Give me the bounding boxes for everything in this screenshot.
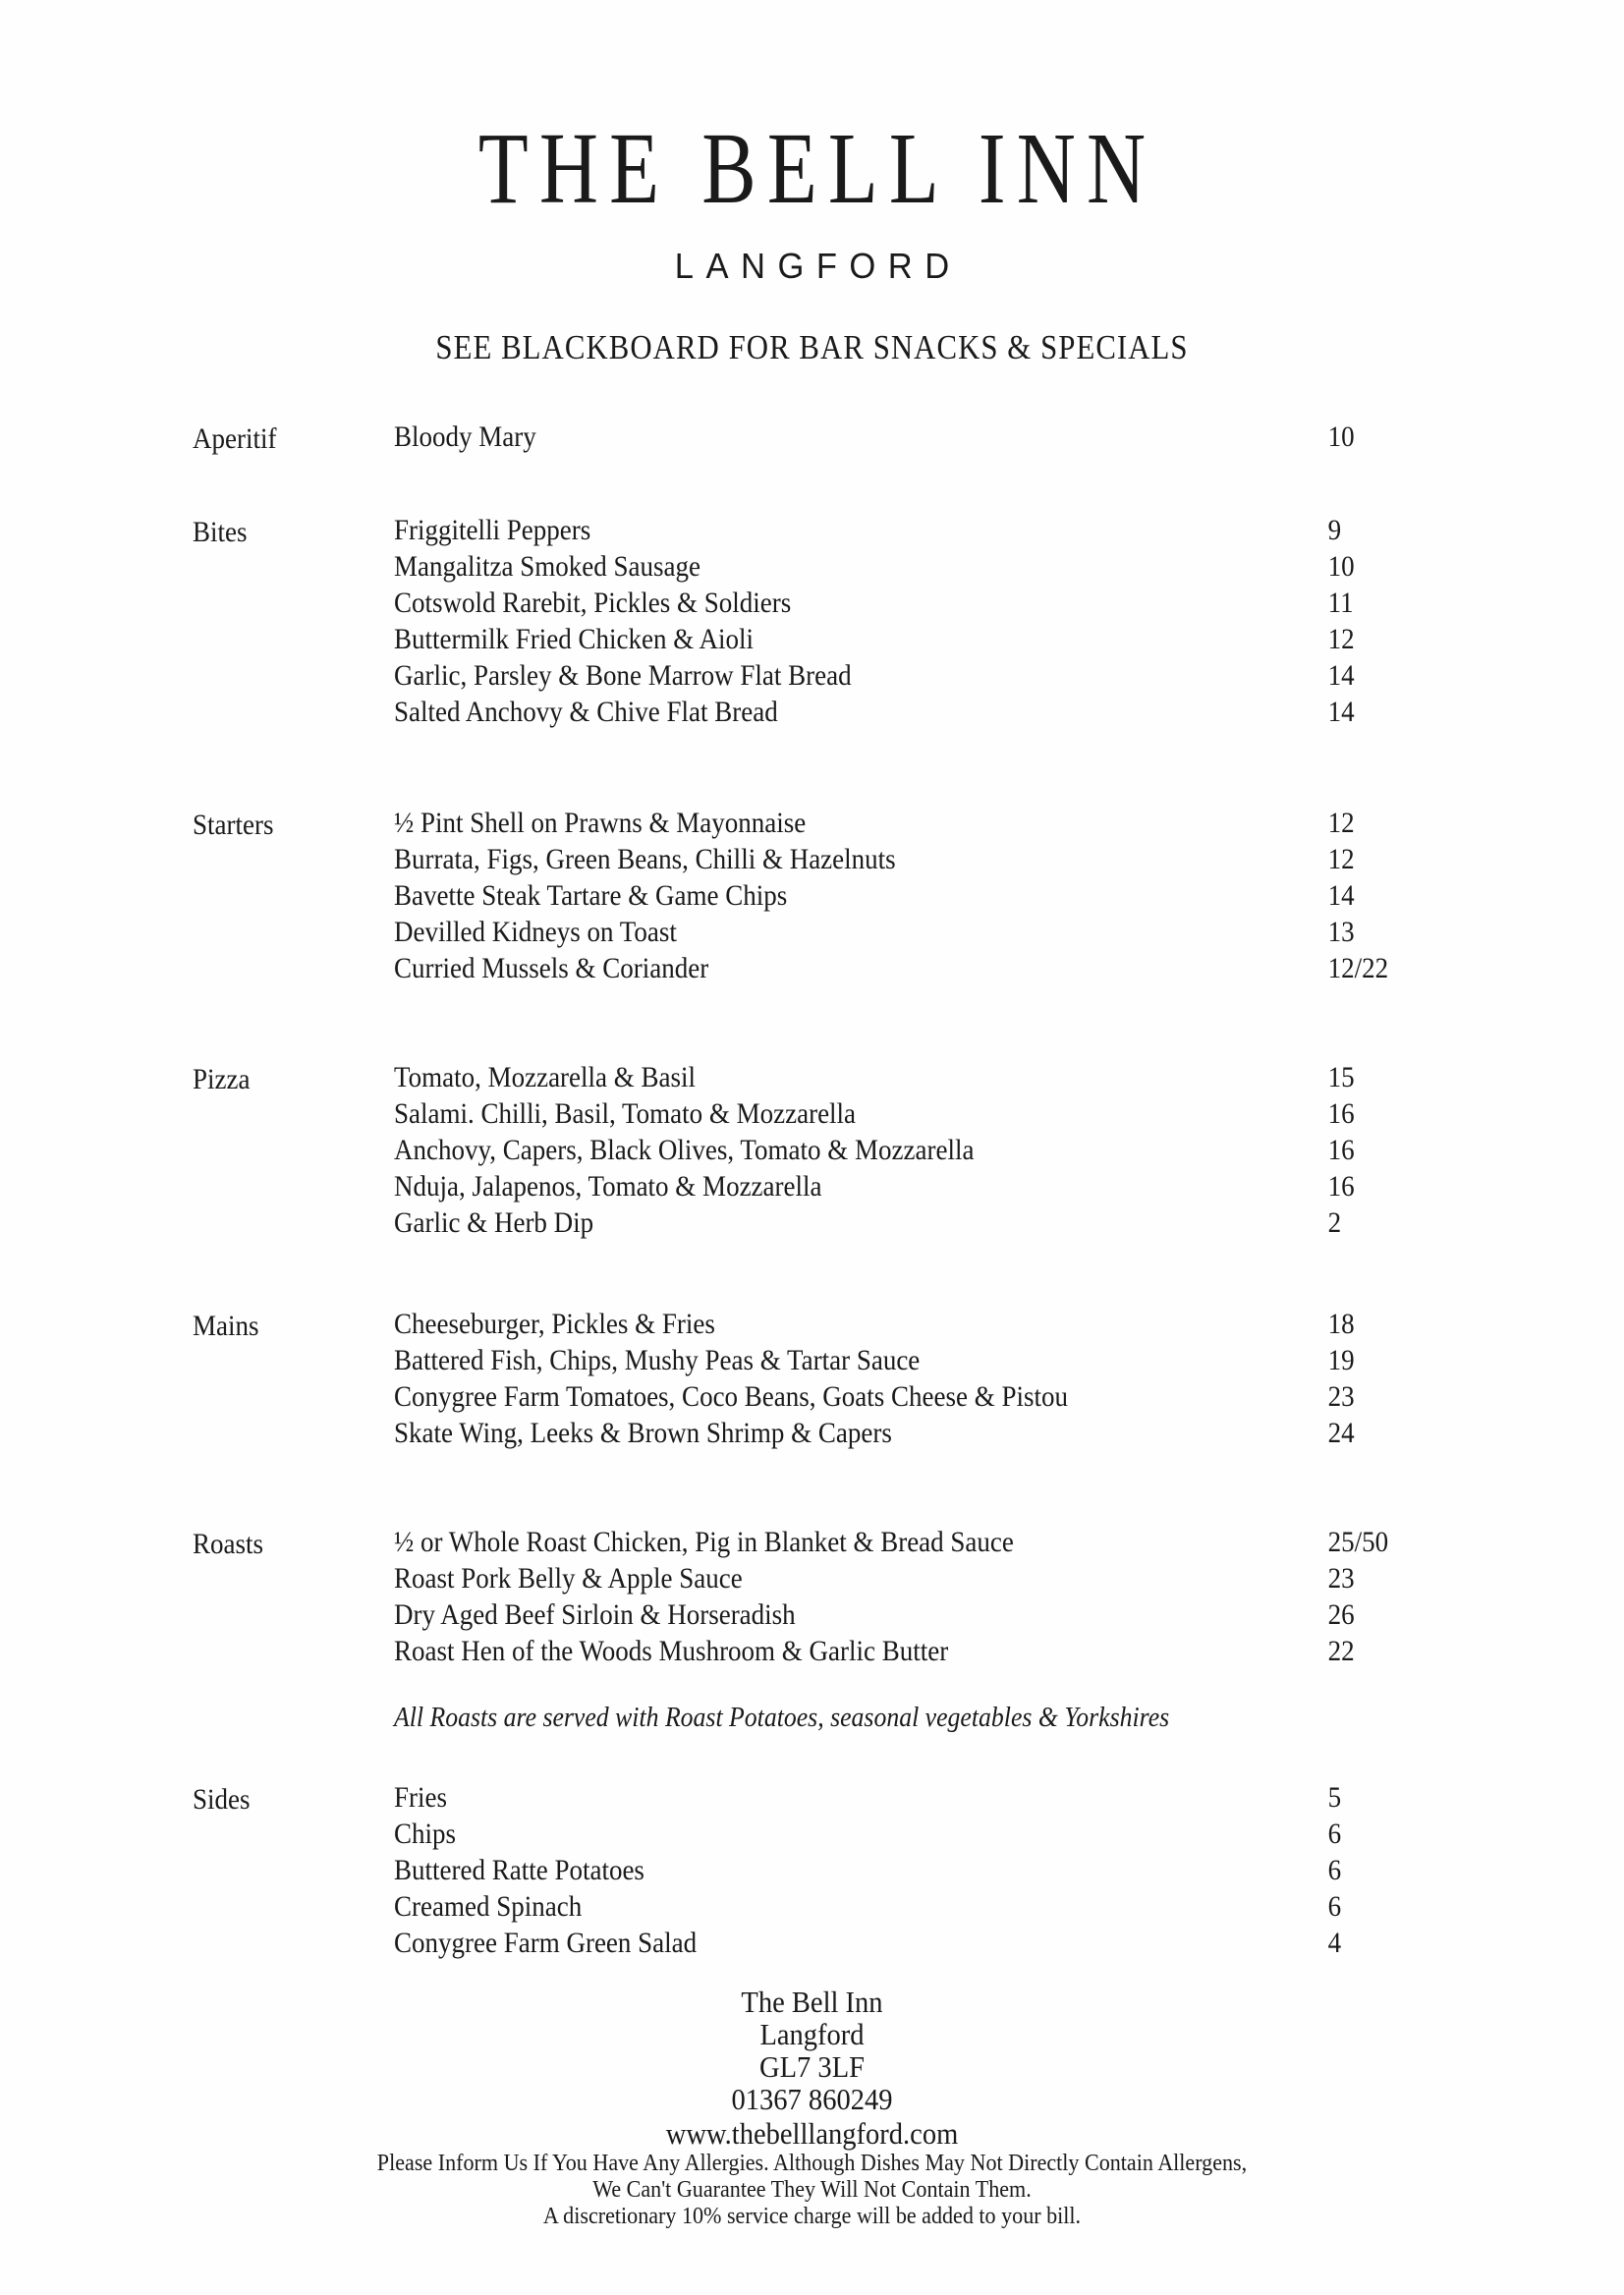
- menu-item-price: 23: [1327, 1562, 1355, 1595]
- menu-item-row: [394, 1783, 1477, 1813]
- menu-item-name: Friggitelli Peppers: [394, 514, 591, 546]
- menu-item-row: [394, 1382, 1477, 1412]
- section-label-bites: Bites: [193, 516, 248, 548]
- menu-item-row: [394, 881, 1477, 911]
- menu-section-starters: [193, 809, 1477, 990]
- menu-item-price: 2: [1327, 1206, 1342, 1239]
- section-label-roasts: Roasts: [193, 1528, 264, 1560]
- menu-item-price: 12: [1327, 623, 1355, 655]
- menu-item-name: Curried Mussels & Coriander: [394, 952, 709, 984]
- menu-sections: [0, 422, 1624, 1965]
- menu-section-bites: [193, 516, 1477, 734]
- menu-item-price: 16: [1327, 1170, 1355, 1203]
- menu-item-row: [394, 1346, 1477, 1375]
- menu-item-price: 12/22: [1327, 952, 1389, 984]
- menu-item-name: ½ or Whole Roast Chicken, Pig in Blanket & Bread Sauce: [394, 1526, 1014, 1558]
- menu-item-name: Devilled Kidneys on Toast: [394, 916, 677, 948]
- menu-item-row: [394, 1528, 1477, 1557]
- menu-item-row: [394, 918, 1477, 947]
- menu-item-row: [394, 625, 1477, 654]
- menu-item-row: [394, 516, 1477, 545]
- menu-item-row: [394, 1099, 1477, 1129]
- roasts-serving-note: All Roasts are served with Roast Potatoes, seasonal vegetables & Yorkshires: [394, 1703, 1170, 1733]
- restaurant-location-subtitle: LANGFORD: [674, 246, 962, 286]
- menu-section-aperitif: [193, 422, 1477, 459]
- menu-item-price: 12: [1327, 843, 1355, 875]
- menu-item-name: Cheeseburger, Pickles & Fries: [394, 1308, 715, 1340]
- menu-section-roasts: [193, 1528, 1477, 1673]
- menu-item-row: [394, 698, 1477, 727]
- menu-item-name: Skate Wing, Leeks & Brown Shrimp & Capers: [394, 1417, 892, 1449]
- menu-item-row: [394, 588, 1477, 618]
- section-label-sides: Sides: [193, 1783, 251, 1816]
- allergy-notice-line-2: We Can't Guarantee They Will Not Contain Them.: [592, 2177, 1032, 2204]
- menu-section-sides: [193, 1783, 1477, 1965]
- menu-item-name: Mangalitza Smoked Sausage: [394, 550, 700, 583]
- section-items-bites: [394, 516, 1477, 734]
- service-charge-notice: A discretionary 10% service charge will be added to your bill.: [542, 2204, 1082, 2230]
- menu-item-name: Creamed Spinach: [394, 1890, 583, 1923]
- footer-venue-name: The Bell Inn: [741, 1985, 883, 2020]
- menu-item-price: 24: [1327, 1417, 1355, 1449]
- menu-item-name: Nduja, Jalapenos, Tomato & Mozzarella: [394, 1170, 822, 1203]
- menu-item-name: Conygree Farm Tomatoes, Coco Beans, Goats Cheese & Pistou: [394, 1380, 1069, 1413]
- menu-item-row: [394, 1208, 1477, 1238]
- menu-item-row: [394, 1929, 1477, 1958]
- footer-postcode: GL7 3LF: [759, 2049, 865, 2085]
- menu-item-row: [394, 1600, 1477, 1630]
- menu-item-row: [394, 1136, 1477, 1165]
- menu-item-price: 14: [1327, 879, 1355, 912]
- menu-item-name: Salted Anchovy & Chive Flat Bread: [394, 696, 778, 728]
- section-items-roasts: [394, 1528, 1477, 1673]
- menu-item-price: 26: [1327, 1598, 1355, 1631]
- menu-item-row: [394, 1419, 1477, 1448]
- menu-item-name: Tomato, Mozzarella & Basil: [394, 1061, 697, 1093]
- menu-item-name: Salami. Chilli, Basil, Tomato & Mozzarella: [394, 1097, 857, 1130]
- menu-item-name: Garlic & Herb Dip: [394, 1206, 594, 1239]
- menu-item-price: 18: [1327, 1308, 1355, 1340]
- menu-item-name: Roast Hen of the Woods Mushroom & Garlic Butter: [394, 1635, 949, 1667]
- menu-item-name: Bavette Steak Tartare & Game Chips: [394, 879, 788, 912]
- section-items-pizza: [394, 1063, 1477, 1245]
- footer: [0, 1987, 1624, 2230]
- menu-item-name: Cotswold Rarebit, Pickles & Soldiers: [394, 587, 792, 619]
- menu-item-name: ½ Pint Shell on Prawns & Mayonnaise: [394, 807, 807, 839]
- footer-town: Langford: [759, 2017, 865, 2052]
- menu-item-name: Chips: [394, 1818, 457, 1850]
- section-items-sides: [394, 1783, 1477, 1965]
- menu-item-name: Battered Fish, Chips, Mushy Peas & Tartar Sauce: [394, 1344, 921, 1376]
- masthead: [0, 0, 1624, 367]
- menu-item-row: [394, 1856, 1477, 1885]
- menu-item-price: 12: [1327, 807, 1355, 839]
- menu-item-row: [394, 954, 1477, 983]
- menu-item-row: [394, 809, 1477, 838]
- menu-item-price: 10: [1327, 420, 1355, 453]
- section-label-mains: Mains: [193, 1310, 259, 1342]
- menu-item-name: Fries: [394, 1781, 447, 1814]
- menu-item-price: 4: [1327, 1927, 1342, 1959]
- menu-item-row: [394, 1892, 1477, 1922]
- menu-item-price: 10: [1327, 550, 1355, 583]
- menu-item-row: [394, 552, 1477, 582]
- blackboard-specials-note: SEE BLACKBOARD FOR BAR SNACKS & SPECIALS: [435, 328, 1189, 366]
- menu-item-name: Anchovy, Capers, Black Olives, Tomato & Mozzarella: [394, 1134, 975, 1166]
- menu-item-row: [394, 1063, 1477, 1092]
- menu-item-price: 14: [1327, 696, 1355, 728]
- menu-item-price: 22: [1327, 1635, 1355, 1667]
- menu-item-price: 15: [1327, 1061, 1355, 1093]
- footer-website-link[interactable]: www.thebelllangford.com: [665, 2115, 959, 2151]
- menu-item-name: Burrata, Figs, Green Beans, Chilli & Hazelnuts: [394, 843, 896, 875]
- section-label-aperitif: Aperitif: [193, 422, 277, 455]
- menu-item-price: 14: [1327, 659, 1355, 692]
- menu-item-price: 19: [1327, 1344, 1355, 1376]
- menu-item-price: 13: [1327, 916, 1355, 948]
- menu-item-row: [394, 1637, 1477, 1666]
- menu-item-row: [394, 845, 1477, 874]
- menu-item-price: 6: [1327, 1854, 1342, 1886]
- footer-phone[interactable]: 01367 860249: [731, 2081, 893, 2116]
- section-label-starters: Starters: [193, 809, 274, 841]
- menu-item-price: 11: [1327, 587, 1354, 619]
- section-label-pizza: Pizza: [193, 1063, 251, 1095]
- menu-item-name: Bloody Mary: [394, 420, 536, 453]
- menu-item-name: Conygree Farm Green Salad: [394, 1927, 698, 1959]
- menu-item-row: [394, 1172, 1477, 1202]
- menu-item-price: 23: [1327, 1380, 1355, 1413]
- section-items-starters: [394, 809, 1477, 990]
- section-items-mains: [394, 1310, 1477, 1455]
- menu-item-name: Garlic, Parsley & Bone Marrow Flat Bread: [394, 659, 852, 692]
- menu-item-price: 25/50: [1327, 1526, 1389, 1558]
- menu-item-price: 6: [1327, 1890, 1342, 1923]
- menu-item-price: 5: [1327, 1781, 1342, 1814]
- menu-item-row: [394, 1564, 1477, 1594]
- menu-item-name: Dry Aged Beef Sirloin & Horseradish: [394, 1598, 796, 1631]
- menu-item-row: [394, 422, 1477, 452]
- allergy-notice-line-1: Please Inform Us If You Have Any Allergies. Although Dishes May Not Directly Contain Allergens,: [376, 2151, 1248, 2177]
- menu-item-name: Buttermilk Fried Chicken & Aioli: [394, 623, 754, 655]
- menu-item-name: Buttered Ratte Potatoes: [394, 1854, 644, 1886]
- menu-item-row: [394, 661, 1477, 691]
- menu-section-mains: [193, 1310, 1477, 1455]
- menu-item-price: 9: [1327, 514, 1342, 546]
- menu-item-name: Roast Pork Belly & Apple Sauce: [394, 1562, 743, 1595]
- section-items-aperitif: [394, 422, 1477, 459]
- menu-item-row: [394, 1310, 1477, 1339]
- restaurant-title: THE BELL INN: [477, 112, 1157, 225]
- menu-item-price: 16: [1327, 1134, 1355, 1166]
- menu-item-row: [394, 1819, 1477, 1849]
- menu-item-price: 6: [1327, 1818, 1342, 1850]
- menu-section-pizza: [193, 1063, 1477, 1245]
- menu-item-price: 16: [1327, 1097, 1355, 1130]
